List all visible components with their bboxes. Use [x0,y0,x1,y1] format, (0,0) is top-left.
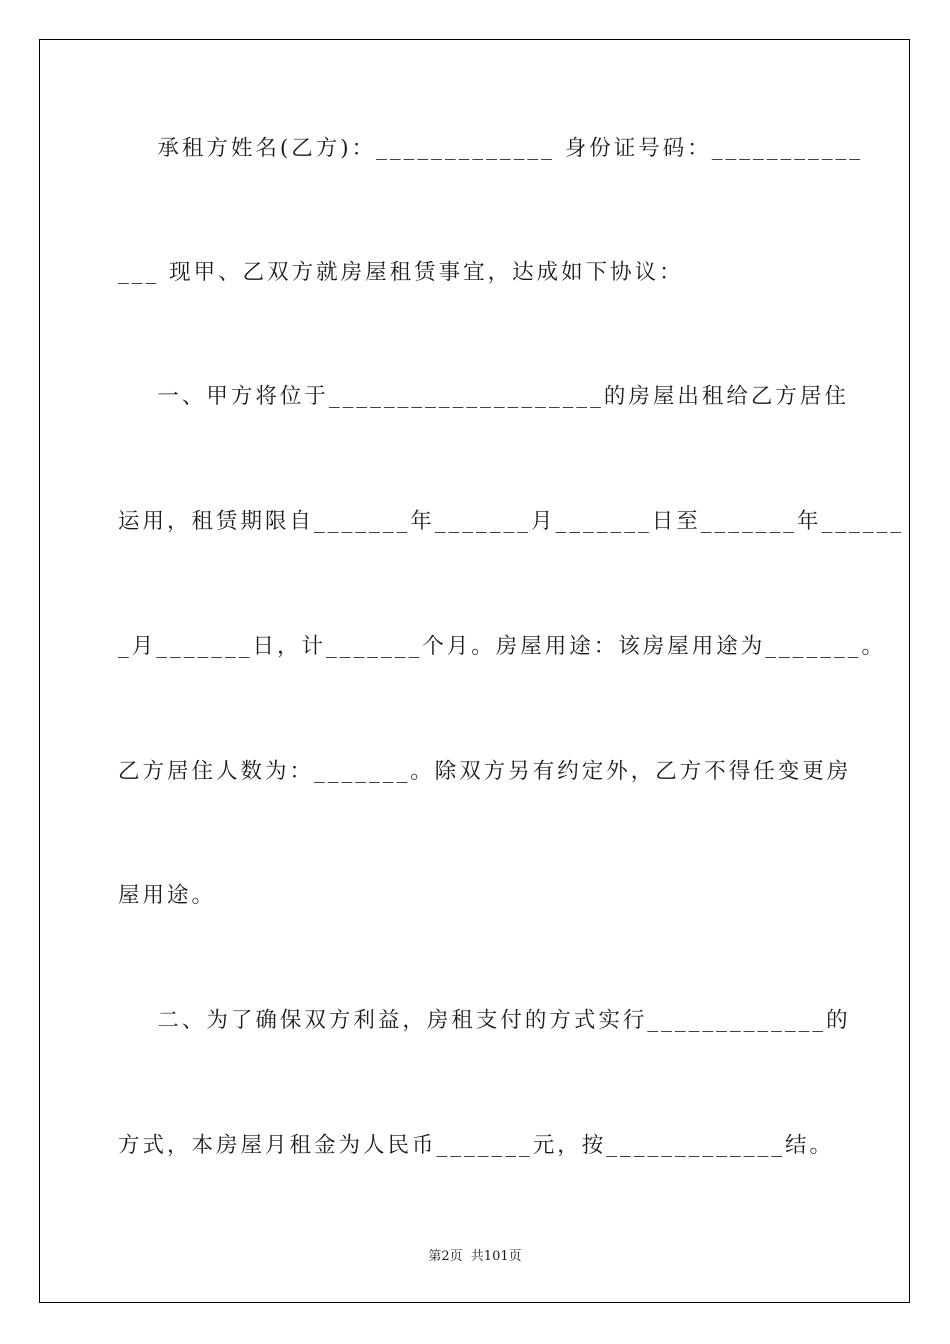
page-total: 共101页 [470,1249,522,1264]
text-line: 一、甲方将位于____________________的房屋出租给乙方居住 [118,384,849,409]
text-line: 二、为了确保双方利益，房租支付的方式实行_____________的 [118,1008,851,1033]
page-number: 第2页 [428,1249,463,1264]
text-line: ___ 现甲、乙双方就房屋租赁事宜，达成如下协议： [118,260,684,285]
text-line: 屋用途。 [118,883,217,908]
text-line: 运用，租赁期限自_______年_______月_______日至_______年______ [118,509,905,534]
text-line: 方式，本房屋月租金为人民币_______元，按_____________结。 [118,1133,835,1158]
text-line: 乙方居住人数为：_______。除双方另有约定外，乙方不得任变更房 [118,759,852,784]
page-border [39,39,910,1303]
text-line: 承租方姓名(乙方)：_____________ 身份证号码：___________ [118,136,863,161]
page-footer [0,1245,950,1264]
text-line: _月_______日，计_______个月。房屋用途：该房屋用途为_______。 [118,634,887,659]
